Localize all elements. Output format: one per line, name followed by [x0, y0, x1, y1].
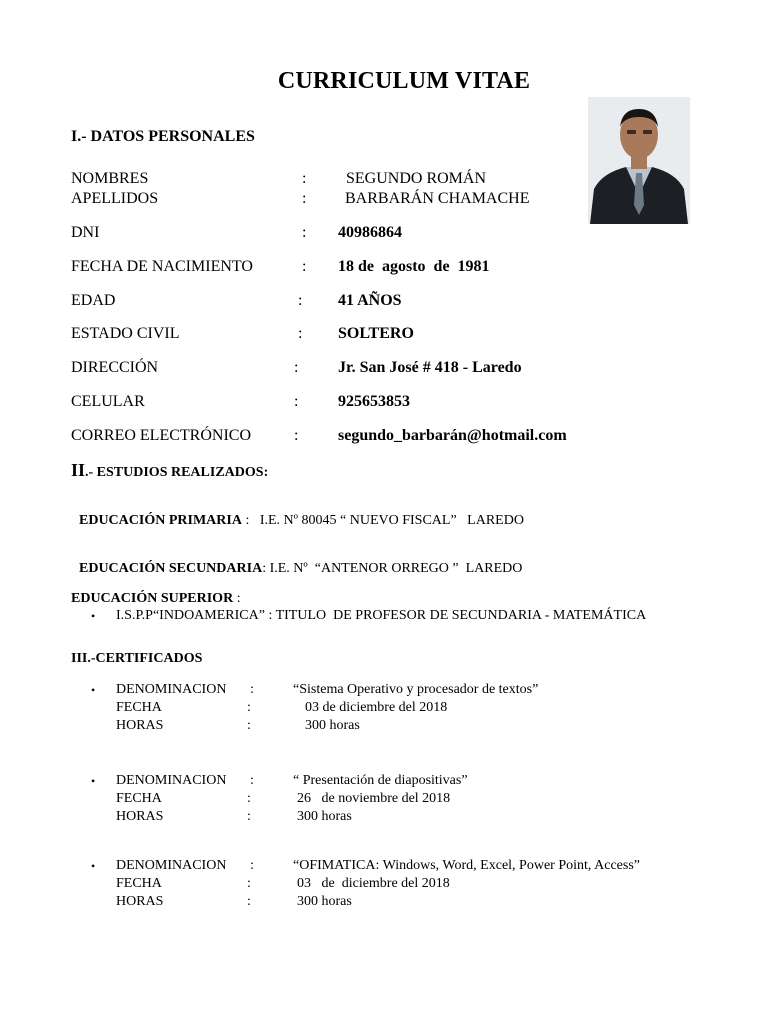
- bullet-icon: •: [91, 683, 96, 697]
- label-edad: EDAD: [71, 292, 116, 309]
- superior-education-label: EDUCACIÓN SUPERIOR: [71, 591, 234, 606]
- label-estado-civil: ESTADO CIVIL: [71, 325, 180, 342]
- label-correo: CORREO ELECTRÓNICO: [71, 427, 251, 444]
- cert-2-hours: 300 horas: [297, 809, 352, 824]
- colon: :: [302, 190, 307, 207]
- cert-label-name: DENOMINACION: [116, 858, 227, 873]
- colon: :: [247, 894, 251, 909]
- colon: :: [294, 359, 299, 376]
- colon: :: [298, 325, 303, 342]
- bullet-icon: •: [91, 859, 96, 873]
- cert-3-name: “OFIMATICA: Windows, Word, Excel, Power Point, Access”: [293, 858, 640, 873]
- colon: :: [294, 393, 299, 410]
- label-fecha-nacimiento: FECHA DE NACIMIENTO: [71, 258, 253, 275]
- value-direccion: Jr. San José # 418 - Laredo: [338, 359, 522, 376]
- studies-heading-number: II: [71, 460, 86, 480]
- cert-label-hours: HORAS: [116, 809, 164, 824]
- colon: :: [247, 718, 251, 733]
- profile-photo: [588, 97, 690, 224]
- label-celular: CELULAR: [71, 393, 145, 410]
- colon: :: [247, 791, 251, 806]
- cert-3-date: 03 de diciembre del 2018: [297, 876, 450, 891]
- secondary-education: [71, 541, 522, 577]
- cert-label-date: FECHA: [116, 700, 162, 715]
- primary-education: [71, 493, 524, 529]
- cert-2-name: “ Presentación de diapositivas”: [293, 773, 468, 788]
- value-correo: segundo_barbarán@hotmail.com: [338, 427, 567, 444]
- cert-label-hours: HORAS: [116, 718, 164, 733]
- label-direccion: DIRECCIÓN: [71, 359, 159, 376]
- cert-1-date: 03 de diciembre del 2018: [305, 700, 448, 715]
- value-estado-civil: SOLTERO: [338, 325, 414, 342]
- colon: :: [302, 224, 307, 241]
- primary-education-label: EDUCACIÓN PRIMARIA: [79, 513, 242, 528]
- personal-data-heading: I.- DATOS PERSONALES: [71, 128, 255, 145]
- value-celular: 925653853: [338, 393, 410, 410]
- studies-heading-text: .- ESTUDIOS REALIZADOS:: [85, 465, 269, 480]
- value-apellidos: BARBARÁN CHAMACHE: [345, 190, 530, 207]
- cert-label-hours: HORAS: [116, 894, 164, 909]
- label-nombres: NOMBRES: [71, 170, 149, 187]
- colon: :: [250, 773, 254, 788]
- value-nombres: SEGUNDO ROMÁN: [346, 170, 487, 187]
- certificates-heading: III.-CERTIFICADOS: [71, 651, 203, 666]
- colon: :: [247, 809, 251, 824]
- secondary-education-label: EDUCACIÓN SECUNDARIA: [79, 561, 263, 576]
- studies-heading: [71, 460, 268, 481]
- colon: :: [247, 876, 251, 891]
- bullet-icon: •: [91, 609, 96, 623]
- colon: :: [302, 258, 307, 275]
- colon: :: [298, 292, 303, 309]
- label-dni: DNI: [71, 224, 100, 241]
- value-dni: 40986864: [338, 224, 402, 241]
- value-fecha-nacimiento: 18 de agosto de 1981: [338, 258, 490, 275]
- colon: :: [250, 682, 254, 697]
- superior-education: [71, 589, 241, 607]
- cert-3-hours: 300 horas: [297, 894, 352, 909]
- superior-education-item: I.S.P.P“INDOAMERICA” : TITULO DE PROFESOR DE SECUNDARIA - MATEMÁTICA: [116, 608, 647, 623]
- colon: :: [250, 858, 254, 873]
- cert-label-name: DENOMINACION: [116, 773, 227, 788]
- value-edad: 41 AÑOS: [338, 292, 402, 309]
- bullet-icon: •: [91, 774, 96, 788]
- colon: :: [294, 427, 299, 444]
- cert-2-date: 26 de noviembre del 2018: [297, 791, 451, 806]
- cert-label-date: FECHA: [116, 791, 162, 806]
- cert-label-name: DENOMINACION: [116, 682, 227, 697]
- cert-1-name: “Sistema Operativo y procesador de textos”: [293, 682, 539, 697]
- cert-1-hours: 300 horas: [305, 718, 360, 733]
- label-apellidos: APELLIDOS: [71, 190, 159, 207]
- secondary-education-value: : I.E. Nº “ANTENOR ORREGO ” LAREDO: [262, 561, 523, 576]
- colon: :: [302, 170, 307, 187]
- superior-education-colon: :: [233, 591, 241, 606]
- document-title: CURRICULUM VITAE: [277, 68, 531, 94]
- primary-education-value: : I.E. Nº 80045 “ NUEVO FISCAL” LAREDO: [241, 513, 524, 528]
- cert-label-date: FECHA: [116, 876, 162, 891]
- person-portrait-icon: [588, 97, 690, 224]
- colon: :: [247, 700, 251, 715]
